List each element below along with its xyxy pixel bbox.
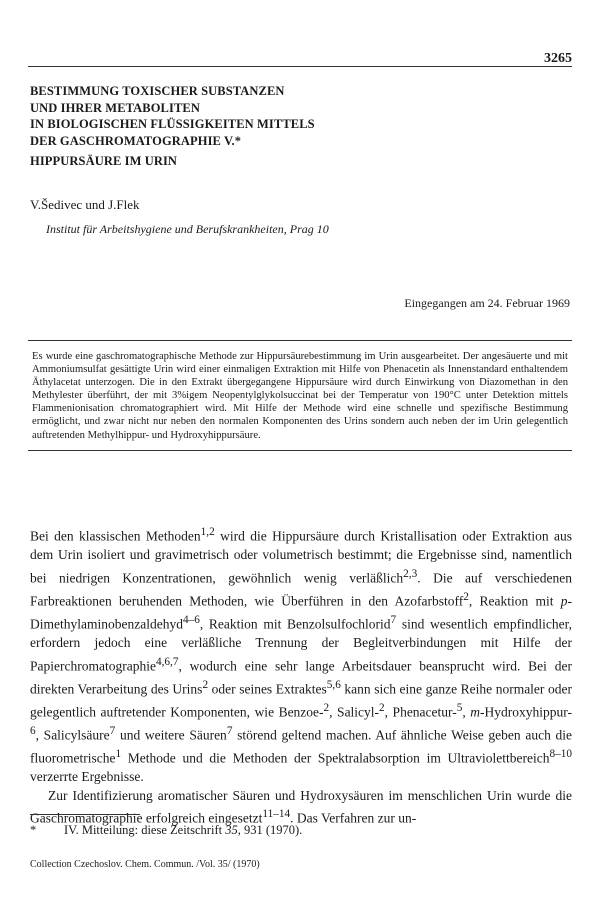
authors: V.Šedivec und J.Flek bbox=[30, 197, 140, 212]
footnote-mark: * bbox=[30, 823, 37, 837]
reference-superscript: 2 bbox=[379, 701, 385, 714]
footnote-rest: , 931 (1970). bbox=[237, 823, 303, 837]
text: , Reaktion mit bbox=[468, 593, 561, 609]
text: Bei den klassischen Methoden bbox=[30, 528, 201, 544]
body-text bbox=[30, 523, 572, 828]
reference-superscript: 5,6 bbox=[326, 678, 341, 691]
title-line: DER GASCHROMATOGRAPHIE V.* bbox=[30, 133, 242, 148]
text: , Phenacetur- bbox=[384, 704, 457, 720]
reference-superscript: 5 bbox=[456, 701, 463, 714]
text: , Reaktion mit Benzolsulfochlorid bbox=[199, 616, 391, 632]
text: , bbox=[462, 704, 471, 720]
text: -Dimethylaminobenzaldehyd bbox=[30, 593, 572, 632]
italic-text: m bbox=[470, 704, 481, 720]
reference-superscript: 1 bbox=[115, 747, 122, 760]
text: wird die Hippursäure durch Kristallisation oder Extraktion aus dem Urin isoliert und gravimetrisch oder volumetrisch bestimmt; die Ergebnisse sind, namentlich bei niedrigen Konzentrationen, gewöhnlich wenig verläßlich bbox=[30, 528, 572, 586]
reference-superscript: 7 bbox=[390, 613, 397, 626]
reference-superscript: 4,6,7 bbox=[155, 655, 179, 668]
text: und weitere Säuren bbox=[115, 727, 227, 743]
text: , Salicyl- bbox=[329, 704, 380, 720]
text: , wodurch eine sehr lange Arbeitsdauer beansprucht wird. Bei der direkten Verarbeitung des Urins bbox=[30, 658, 572, 697]
footnote-text: IV. Mitteilung: diese Zeitschrift bbox=[64, 823, 226, 837]
reference-superscript: 2 bbox=[463, 590, 469, 603]
reference-superscript: 8–10 bbox=[549, 747, 572, 760]
reference-superscript: 11–14 bbox=[262, 808, 291, 821]
italic-text: p bbox=[560, 593, 568, 609]
received-date: Eingegangen am 24. Februar 1969 bbox=[404, 296, 570, 310]
title-line: BESTIMMUNG TOXISCHER SUBSTANZEN bbox=[30, 84, 285, 98]
text: störend geltend machen. Auf ähnliche Weise geben auch die fluorometrische bbox=[30, 727, 573, 766]
reference-superscript: 2 bbox=[202, 678, 209, 691]
text: Zur Identifizierung aromatischer Säuren und Hydroxysäuren im menschlichen Urin wurde die Gaschromatographie erfolgreich eingesetzt bbox=[30, 787, 572, 826]
journal-citation: Collection Czechoslov. Chem. Commun. /Vol. 35/ (1970) bbox=[30, 859, 260, 870]
page-number: 3265 bbox=[544, 51, 572, 66]
title-line: IN BIOLOGISCHEN FLÜSSIGKEITEN MITTELS bbox=[30, 117, 315, 131]
reference-superscript: 1,2 bbox=[200, 526, 215, 538]
reference-superscript: 2 bbox=[323, 701, 330, 714]
text: kann sich eine ganze Reihe normaler oder gelegentlich auftretender Komponenten, wie Benzoe- bbox=[30, 681, 572, 720]
article-title bbox=[30, 83, 490, 170]
footnote-volume: 35 bbox=[225, 823, 238, 837]
reference-superscript: 2,3 bbox=[403, 567, 418, 580]
text: . Die auf verschiedenen Farbreaktionen beruhenden Methoden, wie Überführen in den Azofarbstoff bbox=[30, 570, 572, 609]
footnote-rule bbox=[30, 814, 140, 815]
title-line: UND IHRER METABOLITEN bbox=[30, 100, 200, 115]
paragraph bbox=[30, 523, 572, 787]
article-subtitle: HIPPURSÄURE IM URIN bbox=[30, 154, 178, 168]
institute: Institut für Arbeitshygiene und Berufskrankheiten, Prag 10 bbox=[46, 222, 329, 236]
text: . Das Verfahren zur un- bbox=[290, 810, 417, 826]
reference-superscript: 4–6 bbox=[182, 613, 200, 626]
text: oder seines Extraktes bbox=[208, 681, 327, 697]
footnote bbox=[30, 823, 302, 838]
abstract: Es wurde eine gaschromatographische Methode zur Hippursäurebestimmung im Urin ausgearbeitet. Der angesäuerte und mit Ammoniumsulfat gesättigte Urin wird einer einmaligen Extraktion mit Hilfe von Phenacetin als Innenstandard enthaltendem Äthylacetat unterzogen. Die in den Extrakt übergegangene Hippursäure wird durch Einwirkung von Diazomethan in den Methylester überführt, der mit 3%igem Neopentylglykolsuccinat bei der Temperatur von 190°C unter Detektion mittels Flammenionisation chromatographiert wird. Mit Hilfe der Methode wird eine schnelle und spezifische Bestimmung ermöglicht, und zwar nicht nur neben den normalen Komponenten des Urins sondern auch neben der im Urin gelegentlich auftretenden Methylhippur- und Hydroxyhippursäure. bbox=[28, 340, 572, 451]
text: verzerrte Ergebnisse. bbox=[30, 769, 144, 785]
text: , Salicylsäure bbox=[35, 727, 110, 743]
header-rule bbox=[28, 66, 572, 67]
text: sind wesentlich empfindlicher, erfordern jedoch eine verläßliche Trennung der Begleitverbindungen mit Hilfe der Papierchromatographie bbox=[30, 616, 572, 674]
text: -Hydroxyhippur- bbox=[480, 704, 572, 720]
reference-superscript: 7 bbox=[226, 724, 233, 737]
reference-superscript: 7 bbox=[109, 724, 116, 737]
reference-superscript: 6 bbox=[30, 724, 36, 737]
text: Methode und die Methoden der Spektralabsorption im Ultraviolettbereich bbox=[121, 750, 550, 766]
